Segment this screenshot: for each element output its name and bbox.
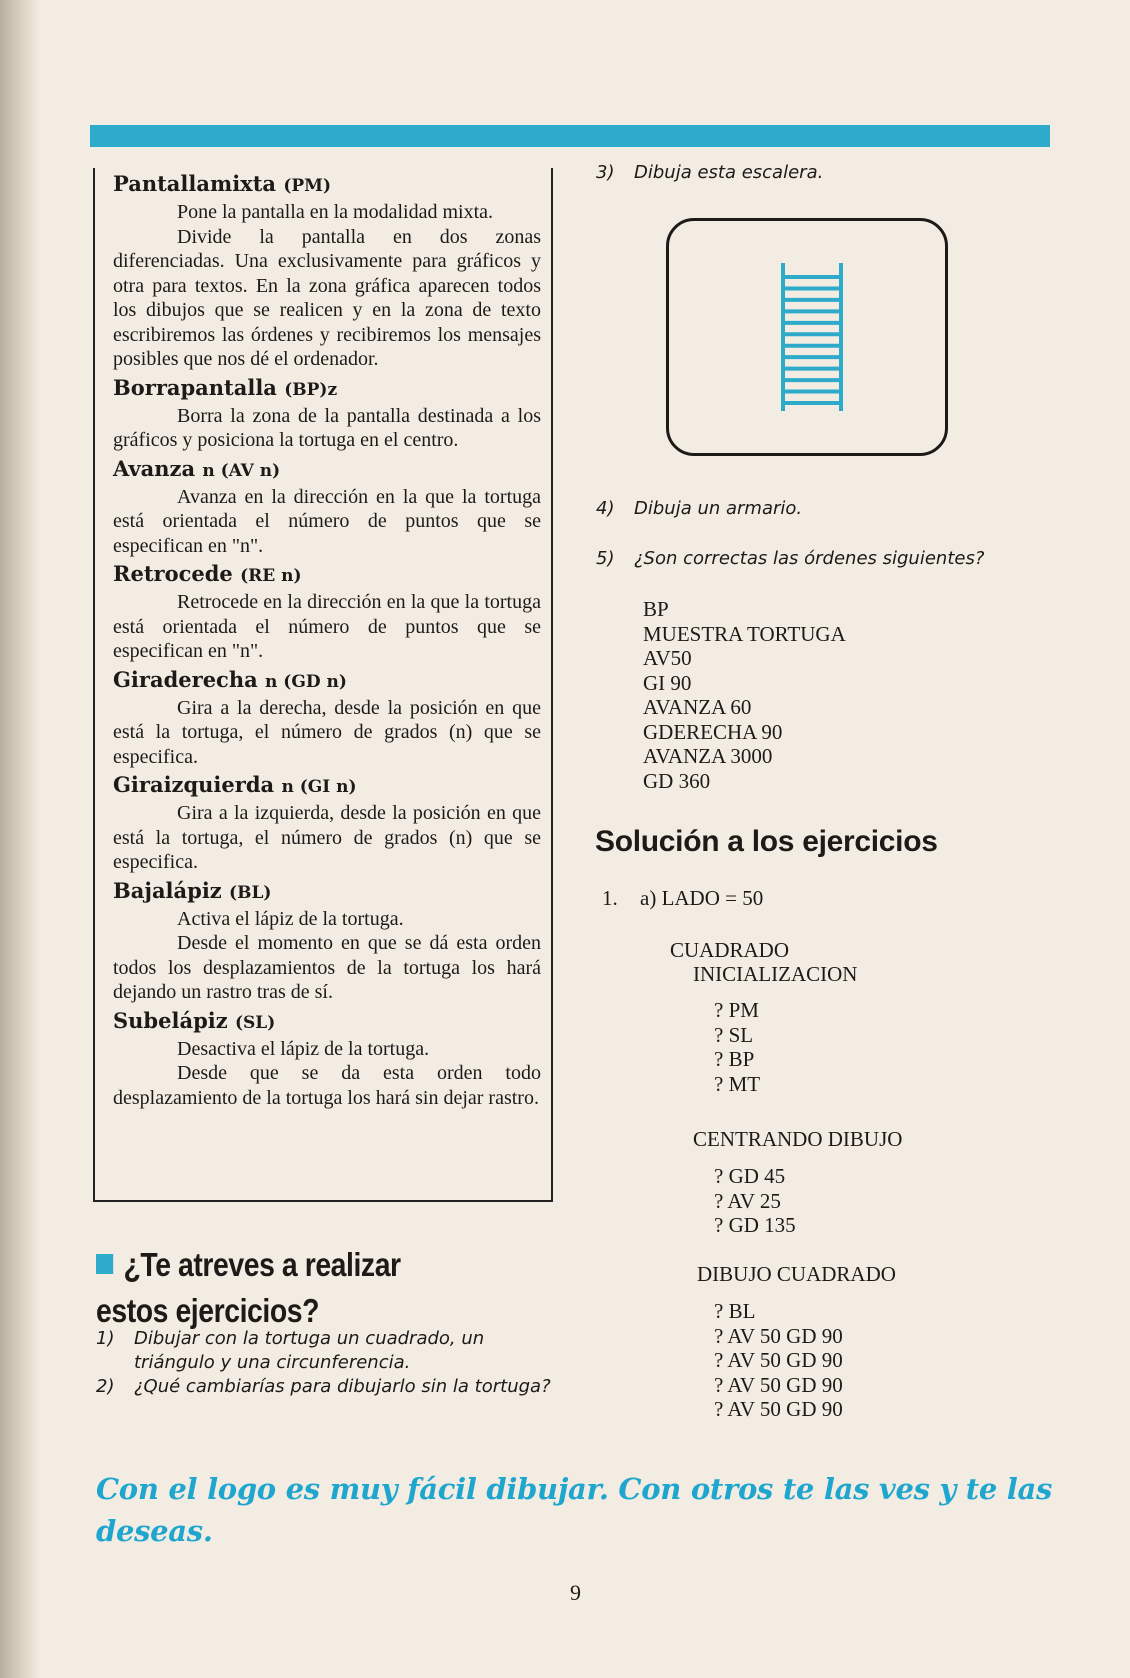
draw-label: DIBUJO CUADRADO [697,1262,896,1286]
glossary-term-abbreviation: (SL) [234,1012,276,1033]
glossary-term-abbreviation: n (GI n) [281,777,357,797]
order-line: GD 360 [643,768,711,793]
glossary-term-abbreviation: (BP)z [284,379,338,400]
glossary-term-name: Pantallamixta [113,171,276,196]
glossary-description: Pone la pantalla en la modalidad mixta. [177,201,494,223]
code-line: ? AV 50 GD 90 [714,1323,843,1348]
glossary-description: Retrocede en la dirección en la que la tortuga está orientada el número de puntos que se especifican en "n". [113,591,541,662]
code-line: ? GD 135 [714,1213,796,1237]
solution-number: 1. [602,886,618,910]
exercise-item [96,1327,556,1375]
code-line: ? BP [714,1047,755,1071]
solution-title: Solución a los ejercicios [595,825,938,858]
exercises-heading [96,1242,500,1334]
code-line: ? PM [714,998,759,1022]
glossary-description: Gira a la izquierda, desde la posición en que está la tortuga, el número de grados (n) que se especifica. [113,802,541,873]
glossary-term [113,877,551,907]
code-line: ? AV 50 GD 90 [714,1372,843,1397]
glossary-description: Desactiva el lápiz de la tortuga. [177,1037,430,1060]
question-number: 5) [596,548,615,569]
glossary-term-abbreviation: (PM) [283,176,332,196]
question-4 [596,496,1066,522]
question-text: ¿Son correctas las órdenes siguientes? [634,548,985,569]
center-lines [714,1164,796,1238]
tv-screen-frame [666,218,948,456]
glossary-term-name: Bajalápiz [113,877,222,903]
glossary-term [113,170,551,200]
exercises-list [96,1327,556,1399]
init-label: INICIALIZACION [693,962,858,986]
code-line: ? MT [714,1071,761,1096]
glossary-description: Divide la pantalla en dos zonas diferenciadas. Una exclusivamente para gráficos y otra para textos. En la zona gráfica aparecen todos los dibujos que se realicen y en la zona de texto escribiremos las órdenes y recibiremos los mensajes posibles que nos dé el ordenador. [113,225,541,370]
glossary-term [113,666,551,696]
glossary-term-abbreviation: (BL) [229,882,272,903]
exercise-number: 2) [96,1376,115,1397]
order-line: GI 90 [643,670,692,695]
glossary-box [93,168,553,1202]
glossary-term-name: Borrapantalla [113,374,277,400]
glossary-description: Borra la zona de la pantalla destinada a los gráficos y posiciona la tortuga en el centro. [113,404,541,451]
order-line: AVANZA 3000 [643,744,773,768]
code-line: ? SL [714,1022,754,1047]
page-number: 9 [570,1580,581,1605]
center-label: CENTRANDO DIBUJO [693,1127,903,1151]
code-line: ? AV 50 GD 90 [714,1397,843,1421]
square-bullet-icon [96,1254,113,1274]
glossary-entry [113,666,551,770]
question-number: 4) [596,498,615,519]
glossary-entry [113,560,551,664]
code-line: ? AV 50 GD 90 [714,1348,843,1372]
solution-first-line: a) LADO = 50 [640,886,764,910]
exercise-number: 1) [96,1328,115,1349]
question-5 [596,546,1066,572]
procedure-name: CUADRADO [670,938,790,962]
orders-list [643,597,846,793]
order-line: BP [643,597,669,621]
glossary-term [113,455,551,485]
question-text: Dibuja un armario. [634,498,803,519]
init-lines [714,998,760,1096]
glossary-description: Avanza en la dirección en la que la tortuga está orientada el número de puntos que se especifican en "n". [113,485,541,557]
right-column [596,160,1066,186]
glossary-term [113,560,551,590]
glossary-entry [113,455,551,559]
exercises-heading-line2: estos ejercicios? [96,1292,320,1329]
glossary-term-name: Avanza [113,455,196,481]
glossary-term [113,771,551,801]
glossary-description: Activa el lápiz de la tortuga. [177,907,404,930]
order-line: MUESTRA TORTUGA [643,621,846,646]
draw-lines [714,1299,843,1422]
glossary-term [113,374,551,404]
glossary-term [113,1007,551,1037]
top-accent-bar [90,125,1050,147]
exercises-heading-line1: ¿Te atreves a realizar [123,1246,401,1283]
glossary-term-name: Giraderecha [113,666,258,692]
order-line: AVANZA 60 [643,695,752,719]
code-line: ? AV 25 [714,1188,781,1213]
question-text: Dibuja esta escalera. [634,162,824,183]
glossary-term-name: Subelápiz [113,1007,228,1033]
tagline: Con el logo es muy fácil dibujar. Con otros te las ves y te las deseas. [96,1472,1053,1548]
glossary-entry [113,170,551,372]
exercise-text: Dibujar con la tortuga un cuadrado, un triángulo y una circunferencia. [134,1328,485,1373]
glossary-term-abbreviation: (RE n) [240,566,302,586]
glossary-term-name: Retrocede [113,561,233,586]
glossary-description: Gira a la derecha, desde la posición en que está la tortuga, el número de grados (n) que se especifica. [113,696,541,768]
glossary-description: Desde el momento en que se dá esta orden todos los desplazamientos de la tortuga los hará dejando un rastro tras de sí. [113,932,541,1003]
glossary-description: Desde que se da esta orden todo desplazamiento de la tortuga los hará sin dejar rastro. [113,1062,541,1109]
glossary-term-abbreviation: n (AV n) [202,460,281,481]
exercise-text: ¿Qué cambiarías para dibujarlo sin la tortuga? [134,1376,551,1397]
order-line: GDERECHA 90 [643,719,783,744]
question-number: 3) [596,162,615,183]
code-line: ? BL [714,1299,756,1323]
glossary-entry [113,771,551,875]
glossary-term-abbreviation: n (GD n) [265,671,347,692]
glossary-entry [113,374,551,453]
glossary-entry [113,1007,551,1111]
page-binding-shadow [0,0,40,1678]
glossary-term-name: Giraizquierda [113,772,275,797]
ladder-illustration [669,221,945,453]
glossary-entry [113,877,551,1005]
code-line: ? GD 45 [714,1164,786,1188]
question-3 [596,160,1066,186]
order-line: AV50 [643,646,692,670]
exercise-item [96,1375,556,1399]
